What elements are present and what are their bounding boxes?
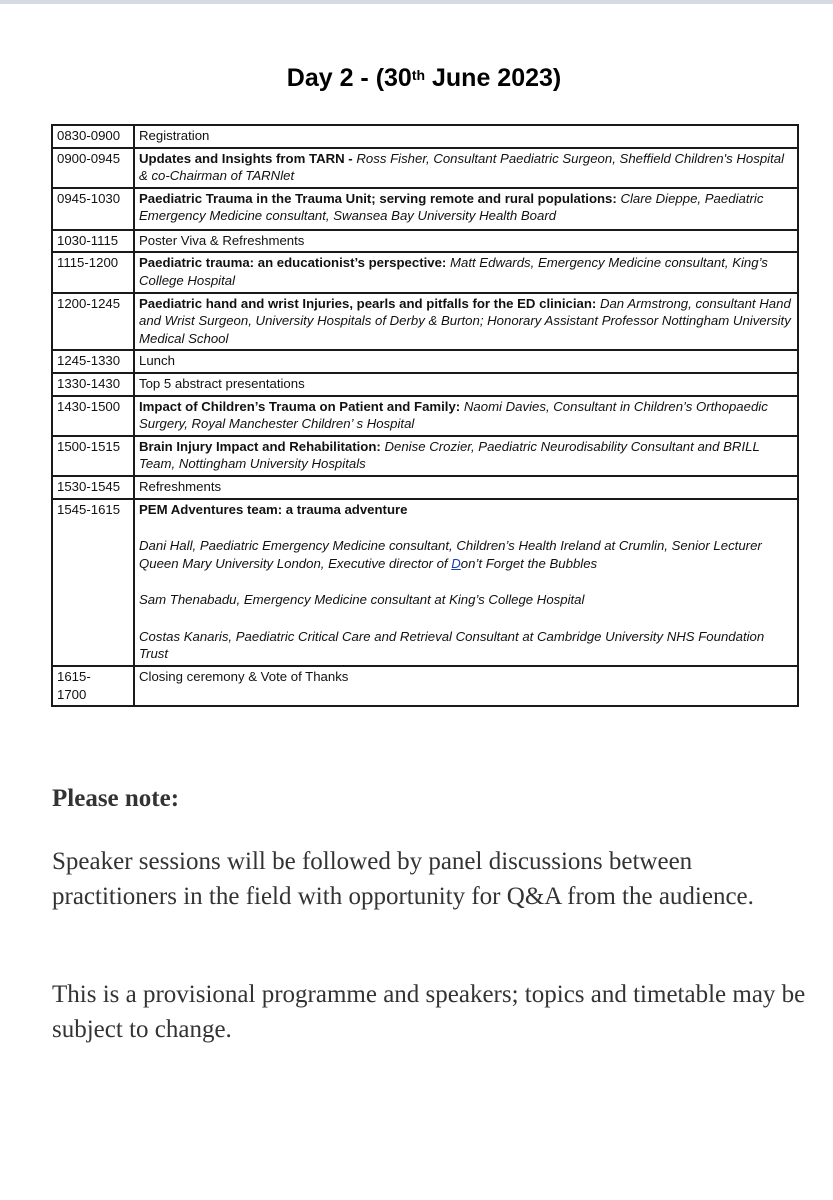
table-row — [52, 125, 798, 148]
panel-speaker: Dani Hall, Paediatric Emergency Medicine consultant, Children’s Health Ireland at Crumlin, Senior Lecturer Queen Mary University London, Executive director of Don’t Forget the Bubbles — [139, 538, 762, 571]
session-speaker: Denise Crozier, Paediatric Neurodisability Consultant and BRILL Team, Nottingham University Hospitals — [139, 438, 760, 472]
session-detail — [134, 499, 798, 667]
table-row — [52, 373, 798, 396]
session-speaker: Clare Dieppe, Paediatric Emergency Medicine consultant, Swansea Bay University Health Board — [139, 190, 764, 224]
table-row — [52, 293, 798, 351]
session-time: 1615-1700 — [52, 666, 134, 706]
table-row — [52, 476, 798, 499]
session-detail — [134, 396, 798, 436]
table-row — [52, 350, 798, 373]
session-title: Registration — [134, 125, 798, 148]
session-time: 1115-1200 — [52, 252, 134, 292]
session-title: PEM Adventures team: a trauma adventure — [139, 501, 408, 517]
session-detail — [134, 293, 798, 351]
session-time: 0900-0945 — [52, 148, 134, 188]
session-detail — [134, 252, 798, 292]
session-title: Top 5 abstract presentations — [134, 373, 798, 396]
note-paragraph-panels: Speaker sessions will be followed by panel discussions between practitioners in the field with opportunity for Q&A from the audience. — [52, 848, 754, 910]
note-heading: Please note: — [52, 785, 180, 812]
session-time: 1245-1330 — [52, 350, 134, 373]
session-detail — [134, 188, 798, 230]
session-speaker: Naomi Davies, Consultant in Children’s Orthopaedic Surgery, Royal Manchester Children’ s Hospital — [139, 398, 768, 432]
session-time: 1530-1545 — [52, 476, 134, 499]
session-detail — [134, 436, 798, 476]
page-title: Day 2 - (30th June 2023) — [286, 64, 562, 92]
session-time: 0945-1030 — [52, 188, 134, 230]
session-title: Brain Injury Impact and Rehabilitation: — [139, 438, 381, 454]
panel-speaker: Sam Thenabadu, Emergency Medicine consultant at King’s College Hospital — [139, 592, 585, 608]
session-time: 1545-1615 — [52, 499, 134, 667]
session-time: 1200-1245 — [52, 293, 134, 351]
session-speaker: Dan Armstrong, consultant Hand and Wrist Surgeon, University Hospitals of Derby & Burton; Honorary Assistant Professor Nottingham University Medical School — [139, 295, 791, 346]
dont-forget-the-bubbles-link[interactable]: D — [451, 555, 461, 571]
table-row — [52, 396, 798, 436]
session-title: Paediatric trauma: an educationist’s perspective: — [139, 255, 447, 271]
table-row — [52, 499, 798, 667]
session-title: Closing ceremony & Vote of Thanks — [134, 666, 798, 706]
panel-speaker: Costas Kanaris, Paediatric Critical Care and Retrieval Consultant at Cambridge University NHS Foundation Trust — [139, 628, 765, 662]
table-row — [52, 188, 798, 230]
session-title: Poster Viva & Refreshments — [134, 230, 798, 253]
table-row — [52, 252, 798, 292]
session-time: 0830-0900 — [52, 125, 134, 148]
session-title: Lunch — [134, 350, 798, 373]
note-paragraph-provisional: This is a provisional programme and speakers; topics and timetable may be subject to change. — [52, 981, 806, 1043]
session-speaker: Ross Fisher, Consultant Paediatric Surgeon, Sheffield Children's Hospital & co-Chairman of TARNlet — [139, 150, 785, 184]
session-title: Updates and Insights from TARN - — [139, 150, 353, 166]
top-divider — [0, 0, 833, 4]
session-title: Impact of Children’s Trauma on Patient and Family: — [139, 398, 461, 414]
schedule-table — [51, 124, 799, 707]
table-row — [52, 230, 798, 253]
table-row — [52, 148, 798, 188]
session-title: Refreshments — [134, 476, 798, 499]
session-detail — [134, 148, 798, 188]
session-time: 1330-1430 — [52, 373, 134, 396]
session-speaker: Matt Edwards, Emergency Medicine consultant, King’s College Hospital — [139, 255, 768, 288]
session-time: 1030-1115 — [52, 230, 134, 253]
table-row — [52, 436, 798, 476]
session-time: 1430-1500 — [52, 396, 134, 436]
session-title: Paediatric Trauma in the Trauma Unit; serving remote and rural populations: — [139, 190, 617, 206]
session-time: 1500-1515 — [52, 436, 134, 476]
table-row — [52, 666, 798, 706]
session-title: Paediatric hand and wrist Injuries, pearls and pitfalls for the ED clinician: — [139, 295, 597, 311]
